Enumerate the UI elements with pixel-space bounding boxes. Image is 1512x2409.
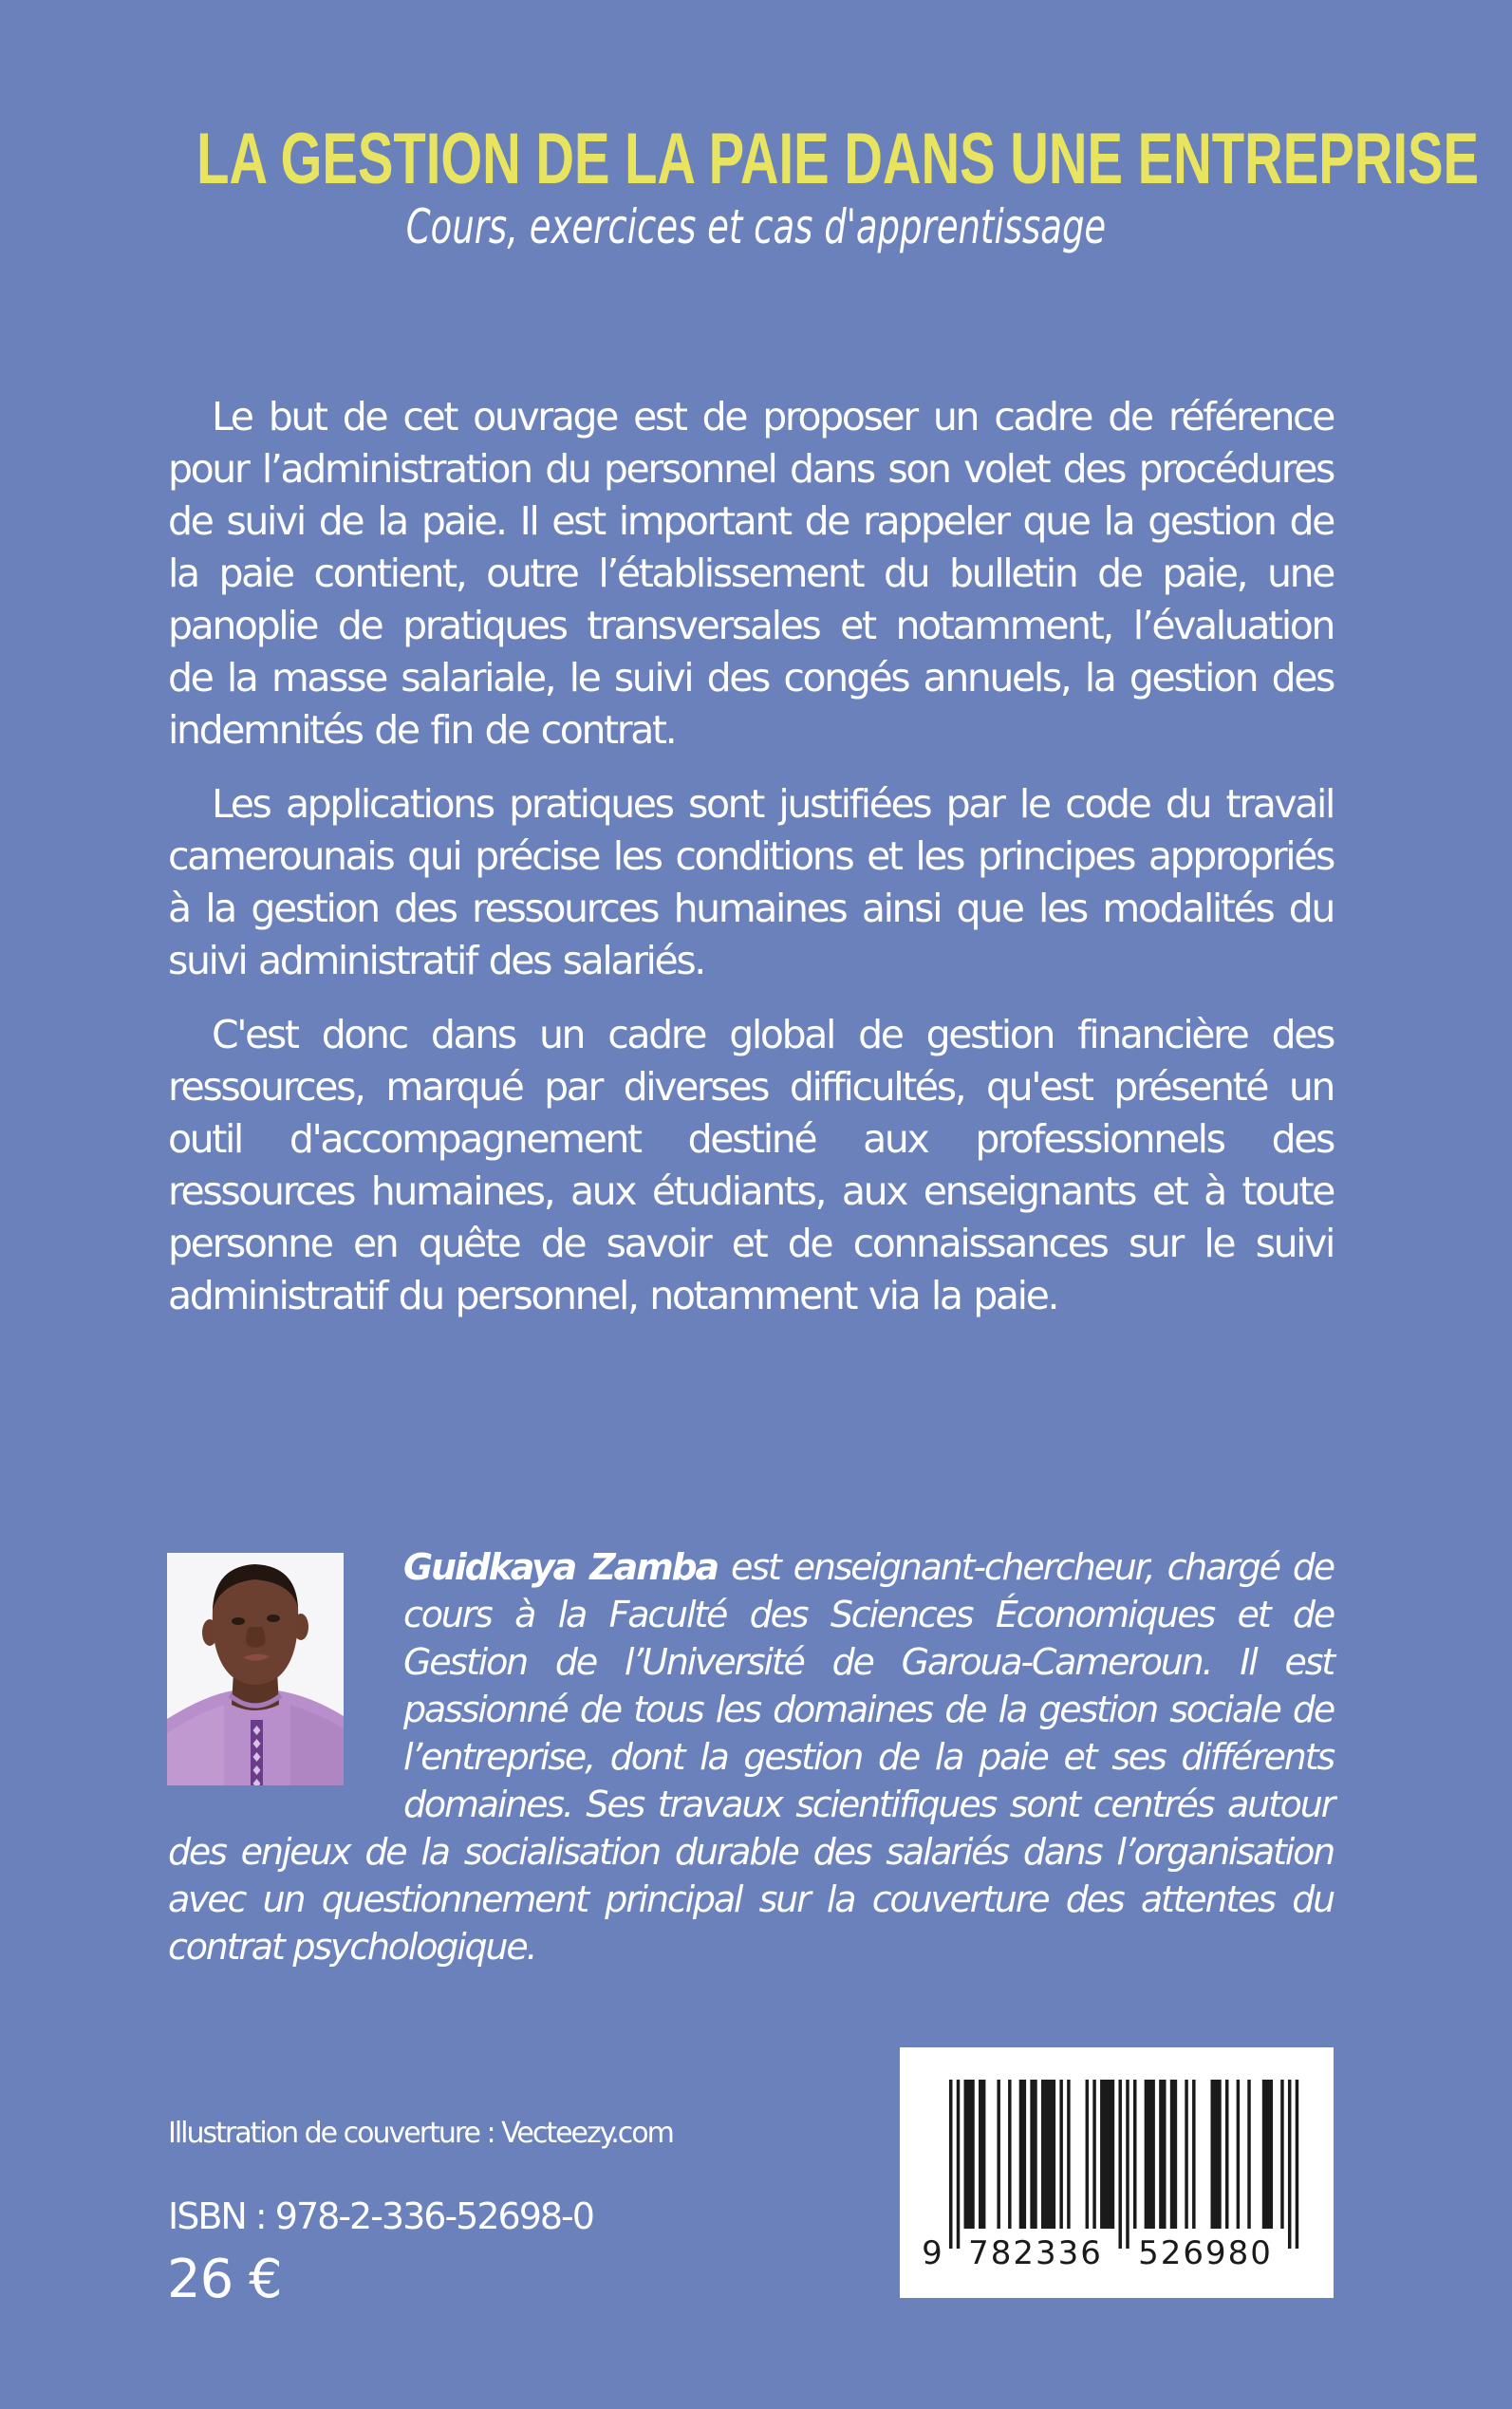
isbn-barcode <box>900 2047 1334 2298</box>
barcode-icon <box>900 2047 1334 2298</box>
summary-paragraph-1: Le but de cet ouvrage est de proposer un cadre de référence pour l’administration du personnel dans son volet des procédures de suivi de la paie. Il est important de rappeler que la gestion de la paie contient, outre l’établissement du bulletin de paie, une panoplie de pratiques transversales et notamment, l’évaluation de la masse salariale, le suivi des congés annuels, la gestion des indemnités de fin de contrat. <box>168 394 1334 753</box>
author-bio <box>168 1543 1334 1970</box>
photo-spacer <box>168 1543 403 1828</box>
book-title: LA GESTION DE LA PAIE DANS UNE ENTREPRISE <box>196 119 1480 199</box>
illustration-credit: Illustration de couverture : Vecteezy.com <box>168 2117 673 2150</box>
price: 26 € <box>167 2249 282 2310</box>
summary-paragraph-3: C'est donc dans un cadre global de gestion financière des ressources, marqué par diverses difficultés, qu'est présenté un outil d'accompagnement destiné aux professionnels des ressources humaines, aux étudiants, aux enseignants et à toute personne en quête de savoir et de connaissances sur le suivi administratif du personnel, notamment via la paie. <box>168 1012 1334 1318</box>
summary-paragraph-2: Les applications pratiques sont justifiées par le code du travail camerounais qui précise les conditions et les principes appropriés à la gestion des ressources humaines ainsi que les modalités du suivi administratif des salariés. <box>168 781 1334 983</box>
barcode-right-digits: 526980 <box>1138 2234 1273 2272</box>
barcode-left-digits: 782336 <box>968 2234 1103 2272</box>
barcode-first-digit: 9 <box>922 2234 943 2272</box>
book-subtitle: Cours, exercices et cas d'apprentissage <box>405 199 1107 254</box>
back-cover-summary <box>168 391 1334 1344</box>
author-bio-text: est enseignant-chercheur, chargé de cours à la Faculté des Sciences Économiques et de Gestion de l’Université de Garoua-Cameroun. Il est passionné de tous les domaines de la gestion sociale de l’entreprise, dont la gestion de la paie et ses différents domaines. Ses travaux scientifiques sont centrés autour des enjeux de la socialisation durable des salariés dans l’organisation avec un questionnement principal sur la couverture des attentes du contrat psychologique. <box>168 1546 1334 1968</box>
isbn: ISBN : 978-2-336-52698-0 <box>168 2195 593 2237</box>
author-name: Guidkaya Zamba <box>403 1546 718 1588</box>
